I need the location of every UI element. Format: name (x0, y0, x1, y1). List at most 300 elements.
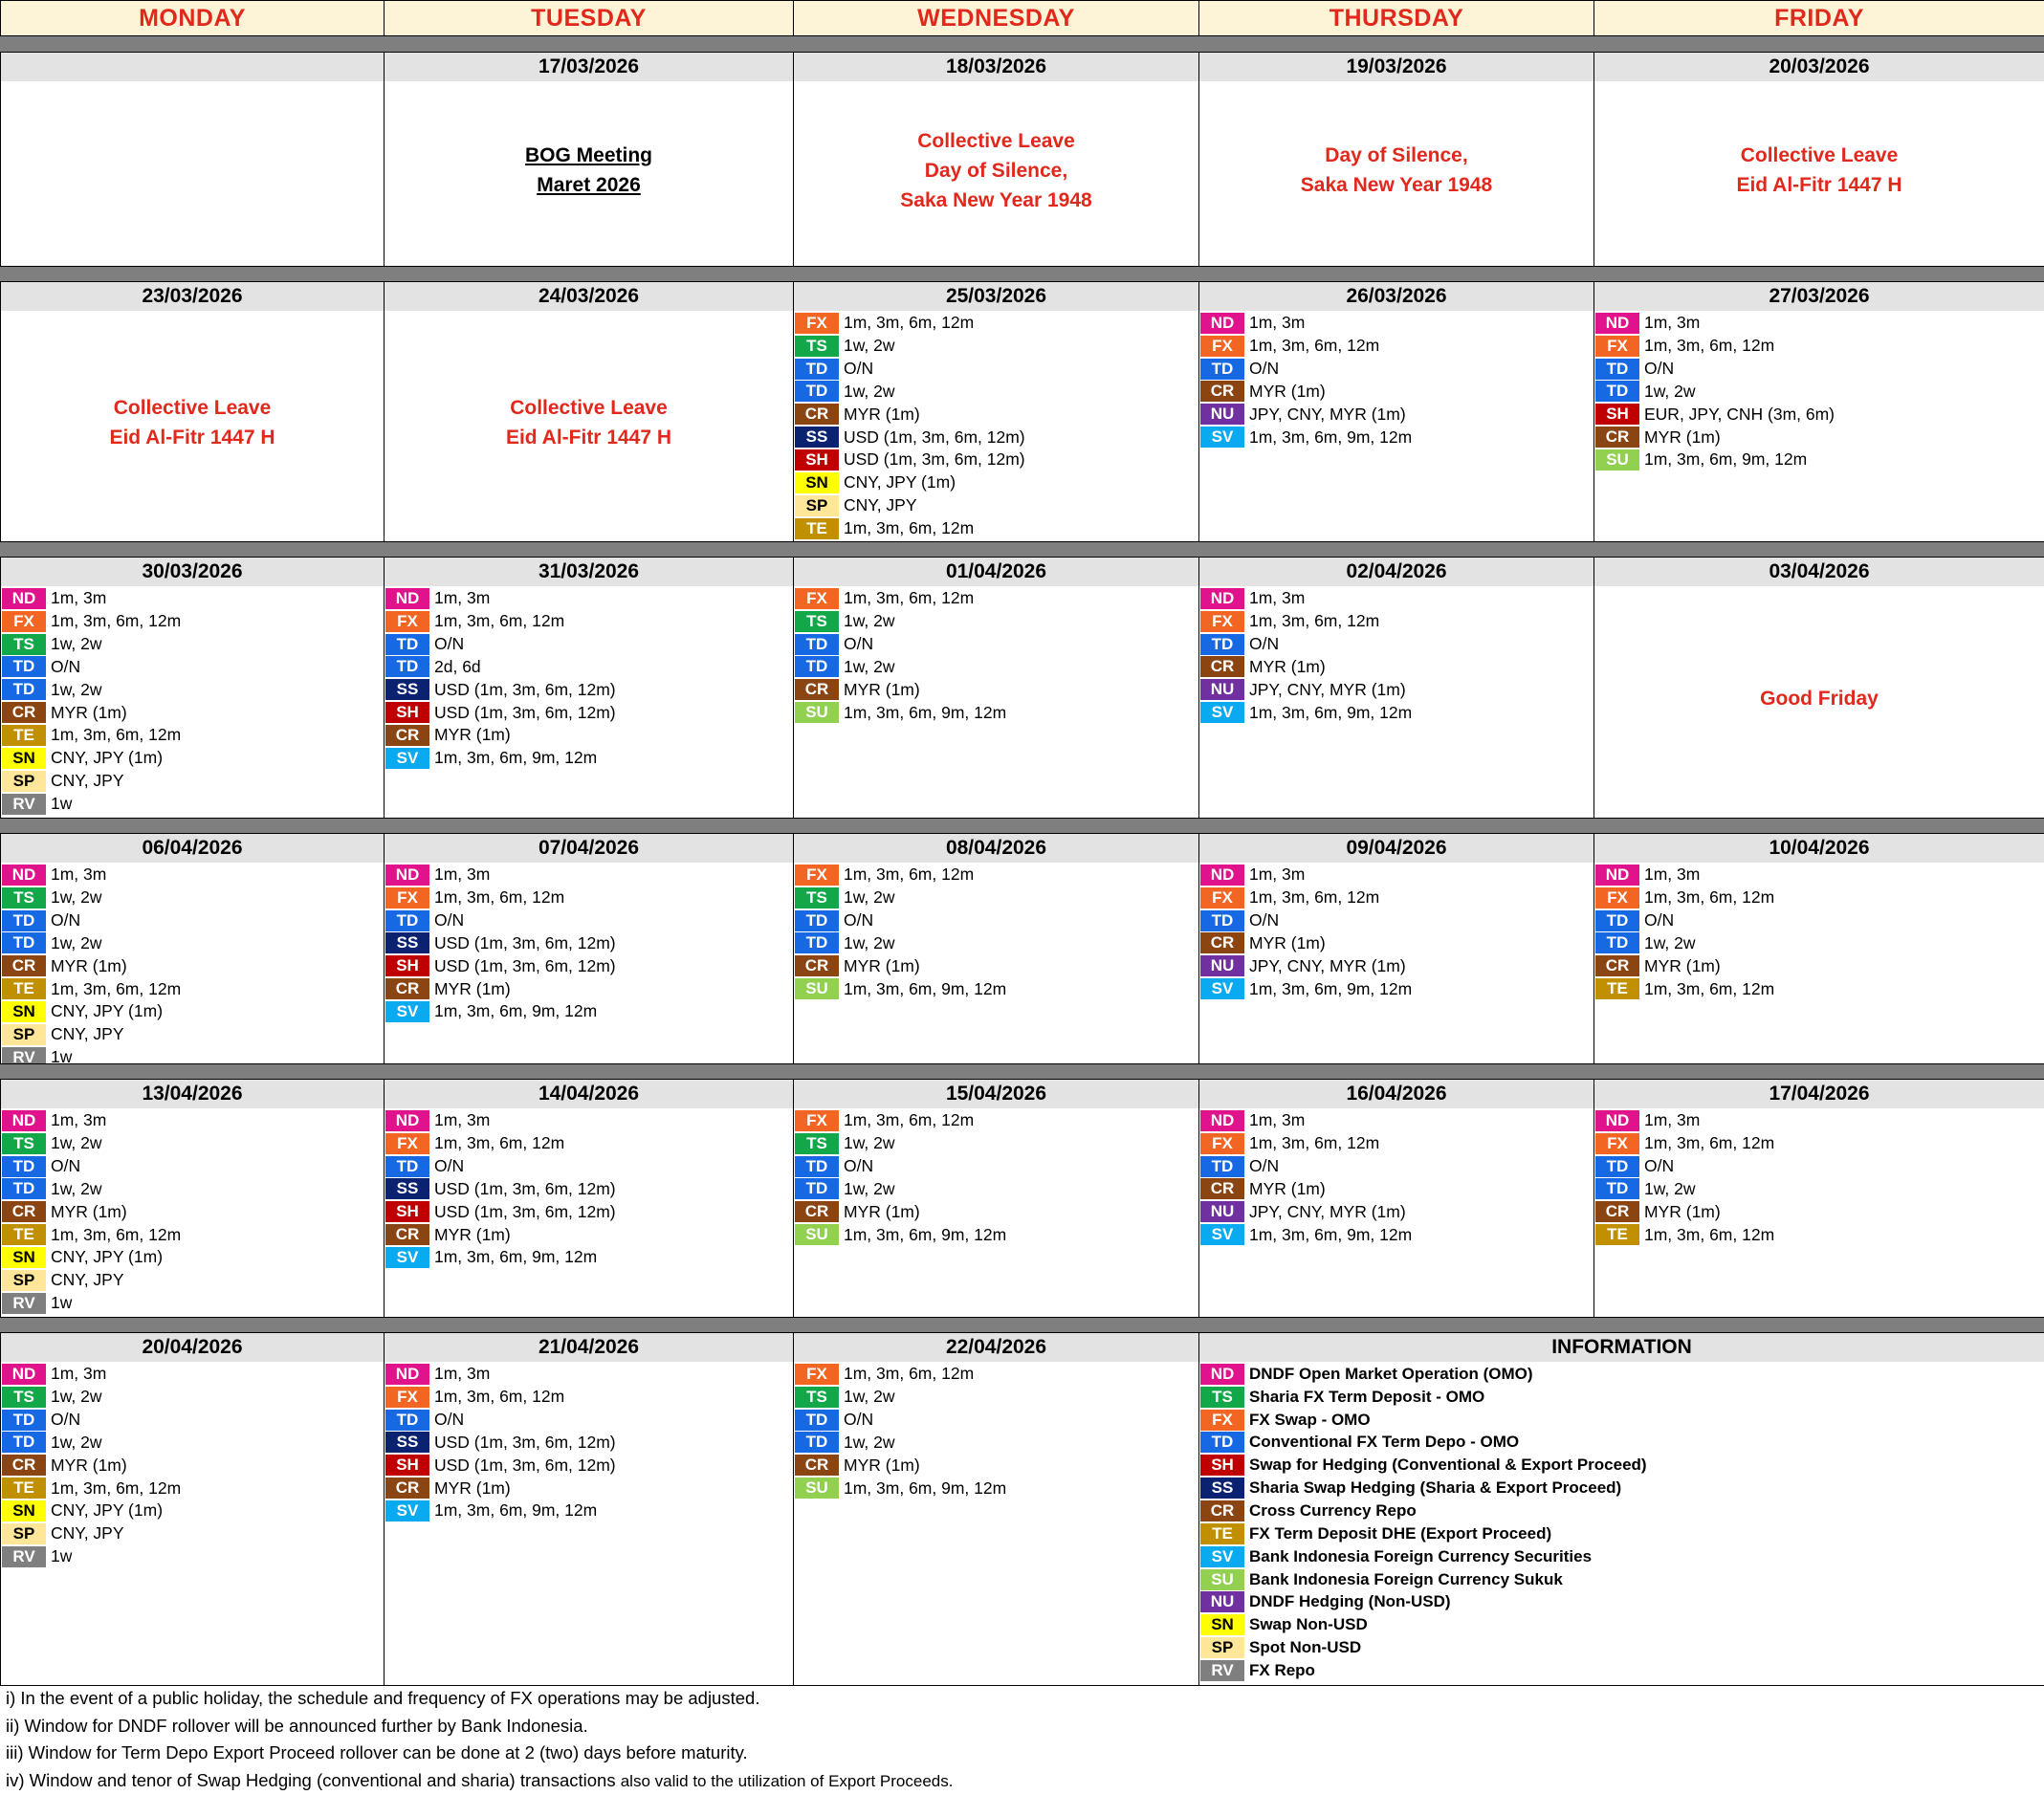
operations-list (1199, 1108, 1593, 1246)
legend-description: Swap for Hedging (Conventional & Export Proceed) (1249, 1456, 1647, 1475)
op-code-badge: CR (2, 1455, 46, 1476)
op-code-badge: CR (1200, 932, 1244, 953)
day-cell (1593, 281, 2044, 542)
operation-row (1594, 1109, 2044, 1132)
op-code-badge: SV (1200, 702, 1244, 723)
op-code-badge: NU (1200, 679, 1244, 700)
op-code-badge: TS (2, 634, 46, 655)
operation-tenor: 1m, 3m, 6m, 12m (844, 865, 975, 885)
op-code-badge: TE (1200, 1523, 1244, 1544)
footnote (6, 1685, 2033, 1713)
operation-row (794, 381, 1198, 404)
op-code-badge: CR (1200, 1178, 1244, 1199)
legend-description: Conventional FX Term Depo - OMO (1249, 1433, 1520, 1452)
operations-list (1199, 863, 1593, 1000)
week-separator (0, 541, 2044, 557)
op-code-badge: SH (385, 1455, 429, 1476)
operation-row (1594, 426, 2044, 449)
operation-tenor: 1m, 3m, 6m, 12m (844, 1110, 975, 1130)
holiday-note (1594, 141, 2044, 200)
op-code-badge: TD (2, 910, 46, 931)
operation-tenor: 1m, 3m (1249, 313, 1306, 333)
operations-list (1, 1108, 384, 1315)
operation-row (1, 1292, 384, 1315)
operation-tenor: CNY, JPY (51, 1024, 124, 1044)
operation-row (385, 1223, 793, 1246)
operation-row (1, 633, 384, 656)
day-cell (793, 1079, 1199, 1318)
operation-row (1, 1223, 384, 1246)
operation-row (385, 587, 793, 610)
date-label: 25/03/2026 (794, 282, 1198, 311)
operation-tenor: 1m, 3m, 6m, 12m (434, 887, 565, 908)
op-code-badge: TD (795, 1156, 839, 1177)
operation-tenor: 1m, 3m, 6m, 9m, 12m (844, 702, 1007, 722)
operation-row (1594, 1223, 2044, 1246)
op-code-badge: TD (385, 1156, 429, 1177)
op-code-badge: RV (2, 794, 46, 815)
operation-row (1, 1109, 384, 1132)
operation-row (1594, 335, 2044, 358)
operation-row (385, 747, 793, 770)
op-code-badge: CR (795, 1201, 839, 1222)
day-cell (793, 52, 1199, 267)
op-code-badge: TE (2, 725, 46, 746)
date-label: 09/04/2026 (1199, 834, 1593, 863)
op-code-badge: CR (2, 702, 46, 723)
operation-row (385, 1132, 793, 1155)
operation-row (385, 864, 793, 887)
operation-tenor: 1m, 3m, 6m, 9m, 12m (1249, 978, 1413, 998)
op-code-badge: TS (795, 336, 839, 357)
op-code-badge: SN (2, 1001, 46, 1022)
operation-row (1199, 864, 1593, 887)
operation-row (1, 770, 384, 793)
operation-row (794, 701, 1198, 724)
op-code-badge: TE (2, 978, 46, 999)
op-code-badge: TD (795, 634, 839, 655)
operation-row (385, 701, 793, 724)
op-code-badge: TS (2, 887, 46, 908)
op-code-badge: TD (2, 1178, 46, 1199)
op-code-badge: TD (795, 656, 839, 677)
op-code-badge: CR (1200, 656, 1244, 677)
operation-tenor: 1m, 3m (434, 1364, 491, 1384)
op-code-badge: TD (385, 634, 429, 655)
operation-row (794, 678, 1198, 701)
operation-tenor: MYR (1m) (434, 725, 511, 745)
operation-row (1, 793, 384, 816)
op-code-badge: ND (1200, 1110, 1244, 1131)
operation-row (794, 1223, 1198, 1246)
note-line: Saka New Year 1948 (1300, 174, 1493, 196)
op-code-badge: TD (385, 910, 429, 931)
op-code-badge: ND (1595, 865, 1639, 886)
operation-tenor: 1w, 2w (844, 656, 895, 676)
operation-row (794, 887, 1198, 909)
operation-row (1, 1432, 384, 1455)
operation-tenor: 1m, 3m, 6m, 9m, 12m (844, 978, 1007, 998)
operation-tenor: MYR (1m) (51, 1455, 127, 1475)
op-code-badge: SH (385, 1201, 429, 1222)
operation-tenor: 1m, 3m, 6m, 12m (844, 588, 975, 608)
operation-tenor: CNY, JPY (51, 1270, 124, 1290)
note-line: Day of Silence, (924, 159, 1068, 182)
operation-tenor: 1w, 2w (844, 611, 895, 631)
operation-row (1594, 909, 2044, 932)
date-label: 18/03/2026 (794, 53, 1198, 81)
day-cell (384, 1079, 794, 1318)
op-code-badge: SV (1200, 1224, 1244, 1245)
operation-row (1, 1155, 384, 1178)
operation-tenor: 1w, 2w (51, 1432, 102, 1452)
operation-row (794, 1386, 1198, 1409)
op-code-badge: CR (795, 679, 839, 700)
operation-tenor: 1m, 3m, 6m, 12m (51, 725, 182, 745)
op-code-badge: SH (385, 702, 429, 723)
date-label: 15/04/2026 (794, 1080, 1198, 1108)
operation-row (1, 1132, 384, 1155)
operation-row (1, 909, 384, 932)
operation-row (1594, 932, 2044, 955)
operation-row (1199, 610, 1593, 633)
operation-tenor: O/N (51, 910, 81, 930)
operation-tenor: 1w (51, 1546, 73, 1566)
note-line: Collective Leave (1740, 144, 1899, 166)
legend-row (1199, 1363, 2044, 1386)
legend-description: Sharia FX Term Deposit - OMO (1249, 1387, 1485, 1406)
operation-row (385, 977, 793, 1000)
operation-row (794, 1155, 1198, 1178)
operation-tenor: 1w, 2w (844, 1178, 895, 1198)
day-cell (1593, 557, 2044, 819)
operation-tenor: 1m, 3m, 6m, 9m, 12m (434, 1001, 598, 1021)
operation-tenor: USD (1m, 3m, 6m, 12m) (434, 1178, 616, 1198)
operation-tenor: O/N (434, 910, 465, 930)
operation-tenor: 1m, 3m, 6m, 9m, 12m (1249, 1224, 1413, 1244)
operation-tenor: 1m, 3m, 6m, 9m, 12m (434, 1500, 598, 1521)
operation-row (1199, 633, 1593, 656)
day-cell (793, 1332, 1199, 1686)
legend-description: Swap Non-USD (1249, 1615, 1368, 1634)
op-code-badge: SU (795, 702, 839, 723)
day-cell (0, 281, 385, 542)
op-code-badge: ND (1200, 1364, 1244, 1385)
day-cell (1198, 557, 1594, 819)
operation-tenor: 1m, 3m, 6m, 9m, 12m (844, 1224, 1007, 1244)
op-code-badge: TD (1200, 1156, 1244, 1177)
operation-row (794, 335, 1198, 358)
operation-tenor: 1m, 3m (434, 865, 491, 885)
legend-description: FX Term Deposit DHE (Export Proceed) (1249, 1523, 1552, 1543)
operation-tenor: O/N (844, 359, 874, 379)
operation-tenor: 1m, 3m, 6m, 12m (434, 1387, 565, 1407)
date-label: 17/03/2026 (385, 53, 793, 81)
operation-tenor: 1m, 3m, 6m, 12m (51, 1224, 182, 1244)
footnote-text: iii) Window for Term Depo Export Proceed rollover can be done at 2 (two) days before maturity. (6, 1742, 748, 1762)
op-code-badge: SN (1200, 1614, 1244, 1635)
day-cell (1593, 52, 2044, 267)
operation-row (794, 1132, 1198, 1155)
op-code-badge: TD (1595, 932, 1639, 953)
operation-tenor: O/N (1249, 634, 1280, 654)
operation-row (1, 701, 384, 724)
operation-row (1, 1200, 384, 1223)
operation-row (385, 887, 793, 909)
operation-row (794, 1109, 1198, 1132)
operation-row (1199, 1132, 1593, 1155)
footnote-text: iv) Window and tenor of Swap Hedging (conventional and sharia) transactions (6, 1769, 621, 1790)
day-cell (0, 52, 385, 267)
op-code-badge: TS (795, 611, 839, 632)
operation-tenor: 1w, 2w (51, 932, 102, 952)
operation-tenor: O/N (1644, 910, 1675, 930)
operation-tenor: MYR (1m) (1249, 656, 1326, 676)
operation-tenor: O/N (1249, 910, 1280, 930)
op-code-badge: TE (2, 1478, 46, 1499)
operation-row (1594, 1132, 2044, 1155)
op-code-badge: TD (2, 656, 46, 677)
operation-tenor: 1m, 3m (434, 588, 491, 608)
holiday-note (1199, 141, 1593, 200)
legend-row (1199, 1659, 2044, 1682)
operation-tenor: USD (1m, 3m, 6m, 12m) (434, 1455, 616, 1475)
operation-tenor: 1m, 3m, 6m, 12m (434, 611, 565, 631)
op-code-badge: ND (1200, 865, 1244, 886)
op-code-badge: CR (2, 1201, 46, 1222)
operation-tenor: 1m, 3m, 6m, 12m (51, 978, 182, 998)
operation-tenor: 2d, 6d (434, 656, 481, 676)
operation-row (385, 1477, 793, 1499)
op-code-badge: SV (1200, 978, 1244, 999)
operations-list (1594, 81, 2044, 82)
op-code-badge: FX (795, 865, 839, 886)
operation-row (1, 1545, 384, 1568)
operations-list (1594, 586, 2044, 587)
holiday-note (385, 393, 793, 452)
op-code-badge: SP (2, 1523, 46, 1544)
day-cell (1593, 1079, 2044, 1318)
op-code-badge: ND (385, 588, 429, 609)
operation-tenor: 1w, 2w (51, 679, 102, 699)
op-code-badge: TD (795, 1410, 839, 1431)
operations-list (1, 863, 384, 1064)
operations-list (1, 81, 384, 82)
operation-row (1, 1000, 384, 1023)
operation-row (794, 610, 1198, 633)
op-code-badge: RV (2, 1293, 46, 1314)
legend-row (1199, 1568, 2044, 1591)
operation-row (1199, 909, 1593, 932)
operation-tenor: 1m, 3m (1644, 1110, 1701, 1130)
op-code-badge: TD (1200, 359, 1244, 380)
operation-row (385, 678, 793, 701)
operation-tenor: 1m, 3m, 6m, 12m (1644, 978, 1775, 998)
operation-tenor: 1w, 2w (844, 1387, 895, 1407)
operation-tenor: MYR (1m) (844, 1201, 920, 1221)
operation-tenor: 1w, 2w (844, 381, 895, 401)
holiday-note (385, 141, 793, 200)
operation-row (385, 1246, 793, 1269)
day-cell (1198, 281, 1594, 542)
operation-row (385, 1155, 793, 1178)
date-label: 16/04/2026 (1199, 1080, 1593, 1108)
operation-tenor: USD (1m, 3m, 6m, 12m) (434, 679, 616, 699)
op-code-badge: TS (1200, 1387, 1244, 1408)
op-code-badge: RV (2, 1047, 46, 1064)
op-code-badge: FX (385, 611, 429, 632)
op-code-badge: SU (1200, 1569, 1244, 1590)
op-code-badge: FX (795, 1364, 839, 1385)
operation-row (385, 1432, 793, 1455)
legend-description: FX Repo (1249, 1660, 1315, 1679)
operation-row (1594, 977, 2044, 1000)
operations-list (385, 81, 793, 82)
legend-description: DNDF Open Market Operation (OMO) (1249, 1364, 1533, 1383)
operation-row (1199, 932, 1593, 955)
operation-row (1594, 954, 2044, 977)
operation-tenor: O/N (1644, 1156, 1675, 1176)
note-line: Eid Al-Fitr 1447 H (1736, 174, 1902, 196)
date-label: 20/04/2026 (1, 1333, 384, 1362)
op-code-badge: FX (1200, 611, 1244, 632)
operation-tenor: MYR (1m) (51, 1201, 127, 1221)
op-code-badge: CR (1200, 1500, 1244, 1521)
operation-row (1594, 358, 2044, 381)
operation-row (1199, 1200, 1593, 1223)
operation-tenor: CNY, JPY (1m) (51, 1001, 164, 1021)
op-code-badge: SS (385, 679, 429, 700)
operation-tenor: MYR (1m) (434, 1478, 511, 1498)
note-line: Good Friday (1760, 688, 1879, 710)
op-code-badge: CR (385, 1478, 429, 1499)
operation-tenor: MYR (1m) (434, 978, 511, 998)
footnotes (6, 1685, 2033, 1794)
op-code-badge: CR (1200, 381, 1244, 402)
legend-row (1199, 1386, 2044, 1409)
date-label: 06/04/2026 (1, 834, 384, 863)
operation-row (1, 977, 384, 1000)
operation-row (794, 449, 1198, 471)
operation-row (1594, 887, 2044, 909)
operation-row (1199, 335, 1593, 358)
operation-row (1, 747, 384, 770)
week-separator (0, 818, 2044, 833)
day-cell (384, 833, 794, 1064)
note-line: BOG Meeting (524, 144, 652, 166)
operation-tenor: O/N (1249, 1156, 1280, 1176)
op-code-badge: SP (1200, 1637, 1244, 1658)
operation-tenor: O/N (51, 1156, 81, 1176)
note-line: Eid Al-Fitr 1447 H (109, 427, 275, 449)
op-code-badge: SV (1200, 1546, 1244, 1567)
operation-row (1199, 656, 1593, 679)
operation-row (385, 1109, 793, 1132)
operations-list (794, 81, 1198, 82)
op-code-badge: FX (2, 611, 46, 632)
operation-tenor: MYR (1m) (844, 1455, 920, 1475)
op-code-badge: TD (1595, 1178, 1639, 1199)
operation-tenor: CNY, JPY (1m) (51, 748, 164, 768)
date-label: 07/04/2026 (385, 834, 793, 863)
operation-row (1, 724, 384, 747)
operation-row (1199, 1178, 1593, 1201)
operation-tenor: O/N (1644, 359, 1675, 379)
op-code-badge: SP (795, 495, 839, 516)
legend-row (1199, 1636, 2044, 1659)
operation-row (385, 633, 793, 656)
date-label: 26/03/2026 (1199, 282, 1593, 311)
op-code-badge: FX (385, 1133, 429, 1154)
operation-row (794, 954, 1198, 977)
op-code-badge: CR (385, 725, 429, 746)
operation-row (1594, 403, 2044, 426)
operation-row (1594, 449, 2044, 471)
operation-tenor: 1m, 3m, 6m, 12m (1249, 336, 1380, 356)
op-code-badge: SS (385, 1432, 429, 1453)
op-code-badge: CR (795, 1455, 839, 1476)
operation-row (385, 1200, 793, 1223)
footnote (6, 1740, 2033, 1767)
legend-row (1199, 1522, 2044, 1545)
operation-tenor: 1m, 3m (1249, 1110, 1306, 1130)
operation-tenor: JPY, CNY, MYR (1m) (1249, 679, 1406, 699)
op-code-badge: CR (1595, 427, 1639, 448)
op-code-badge: SS (1200, 1478, 1244, 1499)
op-code-badge: CR (1595, 1201, 1639, 1222)
op-code-badge: SP (2, 771, 46, 792)
operations-list (794, 311, 1198, 539)
operation-tenor: 1m, 3m, 6m, 9m, 12m (434, 748, 598, 768)
operations-list (794, 1108, 1198, 1246)
operation-tenor: 1m, 3m, 6m, 9m, 12m (844, 1478, 1007, 1498)
op-code-badge: FX (1595, 887, 1639, 908)
operation-tenor: O/N (434, 1156, 465, 1176)
operation-row (1, 610, 384, 633)
legend-description: DNDF Hedging (Non-USD) (1249, 1592, 1451, 1611)
op-code-badge: SP (2, 1270, 46, 1291)
op-code-badge: SN (2, 1247, 46, 1268)
day-cell (793, 281, 1199, 542)
date-label: 17/04/2026 (1594, 1080, 2044, 1108)
date-label: 20/03/2026 (1594, 53, 2044, 81)
holiday-note (1594, 684, 2044, 713)
op-code-badge: SU (795, 1478, 839, 1499)
operation-row (1594, 1178, 2044, 1201)
operation-tenor: 1w, 2w (844, 336, 895, 356)
operations-list (385, 1108, 793, 1269)
operation-row (1199, 954, 1593, 977)
week-separator (0, 1317, 2044, 1332)
operation-row (1, 887, 384, 909)
operation-row (794, 1454, 1198, 1477)
operation-tenor: JPY, CNY, MYR (1m) (1249, 955, 1406, 975)
day-cell (0, 833, 385, 1064)
operation-row (794, 312, 1198, 335)
operation-row (385, 932, 793, 955)
operation-row (385, 610, 793, 633)
legend-row (1199, 1454, 2044, 1477)
op-code-badge: SV (385, 748, 429, 769)
date-label: 21/04/2026 (385, 1333, 793, 1362)
operation-tenor: O/N (51, 656, 81, 676)
operation-row (385, 909, 793, 932)
day-cell (1593, 833, 2044, 1064)
legend-row (1199, 1590, 2044, 1613)
operation-row (1594, 312, 2044, 335)
operation-tenor: O/N (1249, 359, 1280, 379)
legend-description: Cross Currency Repo (1249, 1500, 1417, 1520)
